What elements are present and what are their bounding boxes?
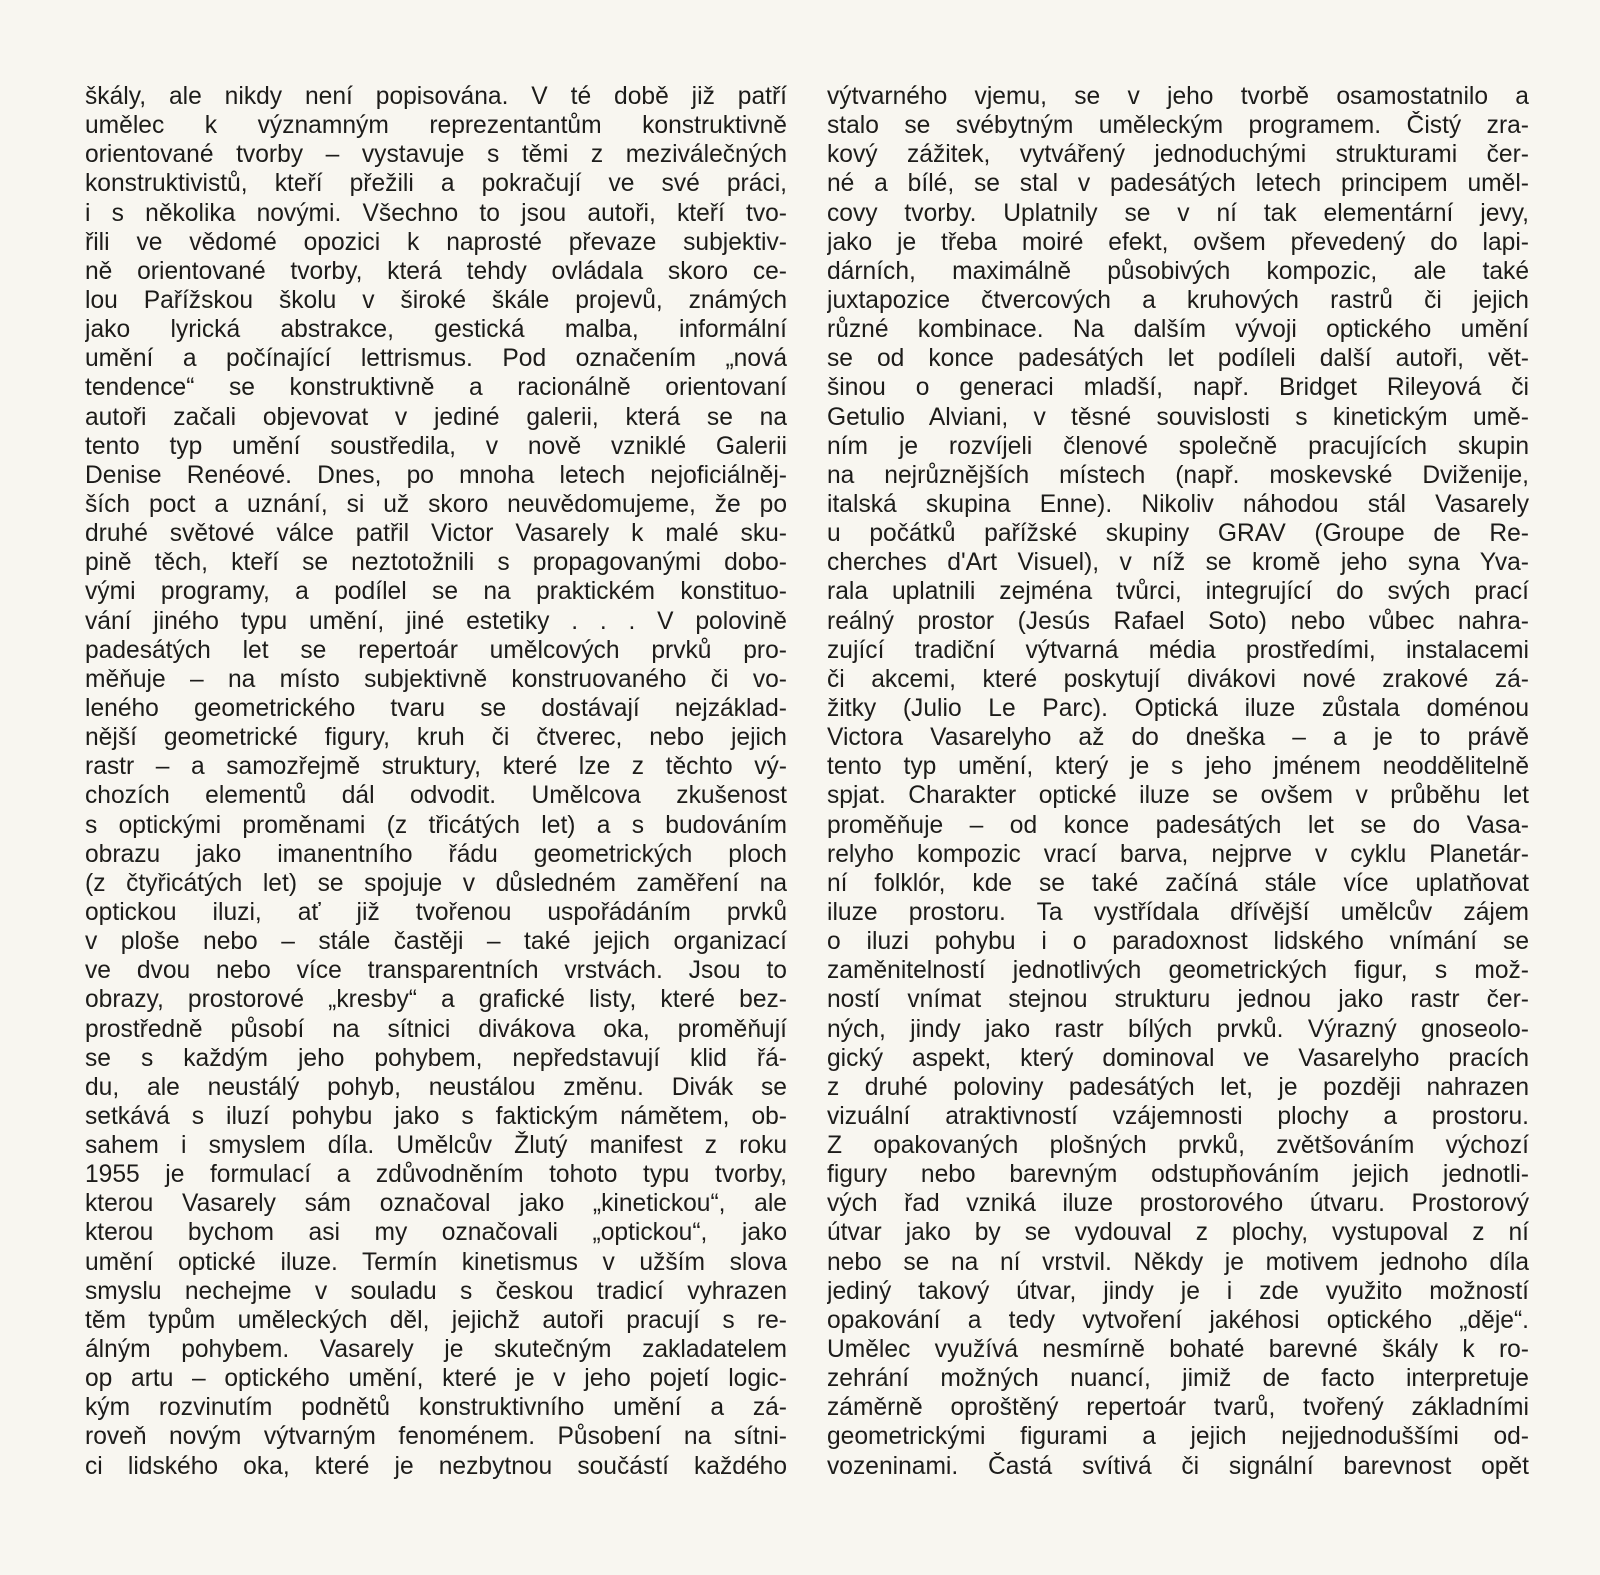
text-column-left <box>85 82 787 1481</box>
text-line: Getulio Alviani, v těsné souvislosti s kinetickým umě- <box>827 403 1529 431</box>
text-line: autoři začali objevovat v jediné galerii, která se na <box>85 403 787 431</box>
text-line: vozeninami. Častá svítivá či signální barevnost opět <box>827 1452 1529 1480</box>
text-line: vými programy, a podílel se na praktickém konstituo- <box>85 578 787 606</box>
text-line: covy tvorby. Uplatnily se v ní tak elementární jevy, <box>827 199 1529 227</box>
text-line: jediný takový útvar, jindy je i zde využito možností <box>827 1277 1529 1305</box>
text-line: 1955 je formulací a zdůvodněním tohoto typu tvorby, <box>85 1161 787 1189</box>
text-line: obrazu jako imanentního řádu geometrických ploch <box>85 840 787 868</box>
text-line: nebo se na ní vrstvil. Někdy je motivem jednoho díla <box>827 1248 1529 1276</box>
text-line: útvar jako by se vydouval z plochy, vystupoval z ní <box>827 1219 1529 1247</box>
text-line: vání jiného typu umění, jiné estetiky . . . V polovině <box>85 607 787 635</box>
text-line: umění optické iluze. Termín kinetismus v užším slova <box>85 1248 787 1276</box>
text-line: orientované tvorby – vystavuje s těmi z meziválečných <box>85 141 787 169</box>
text-column-right <box>827 82 1529 1481</box>
text-line: škály, ale nikdy není popisována. V té době již patří <box>85 83 787 110</box>
text-line: na nejrůznějších místech (např. moskevské Dviženije, <box>827 461 1529 489</box>
text-line: kový zážitek, vytvářený jednoduchými strukturami čer- <box>827 141 1529 169</box>
text-line: těm typům uměleckých děl, jejichž autoři pracují s re- <box>85 1306 787 1334</box>
text-line: ve dvou nebo více transparentních vrstvách. Jsou to <box>85 957 787 985</box>
text-line: prostředně působí na sítnici divákova oka, proměňují <box>85 1015 787 1043</box>
text-line: se od konce padesátých let podíleli další autoři, vět- <box>827 345 1529 373</box>
text-line: lou Pařížskou školu v široké škále projevů, známých <box>85 286 787 314</box>
text-line: (z čtyřicátých let) se spojuje v důsledném zaměření na <box>85 869 787 897</box>
text-line: italská skupina Enne). Nikoliv náhodou stál Vasarely <box>827 490 1529 518</box>
text-line: či akcemi, které poskytují divákovi nové zrakové zá- <box>827 665 1529 693</box>
text-line: stalo se svébytným uměleckým programem. Čistý zra- <box>827 112 1529 140</box>
text-line: zující tradiční výtvarná média prostředími, instalacemi <box>827 636 1529 664</box>
text-line: ním je rozvíjeli členové společně pracujících skupin <box>827 432 1529 460</box>
text-line: konstruktivistů, kteří přežili a pokračují ve své práci, <box>85 170 787 198</box>
text-line: nější geometrické figury, kruh či čtverec, nebo jejich <box>85 724 787 752</box>
text-line: Victora Vasarelyho až do dneška – a je to právě <box>827 724 1529 752</box>
text-line: měňuje – na místo subjektivně konstruovaného či vo- <box>85 665 787 693</box>
text-line: cherches d'Art Visuel), v níž se kromě jeho syna Yva- <box>827 549 1529 577</box>
text-line: jako lyrická abstrakce, gestická malba, informální <box>85 316 787 344</box>
text-line: reálný prostor (Jesús Rafael Soto) nebo vůbec nahra- <box>827 607 1529 635</box>
text-line: iluze prostoru. Ta vystřídala dřívější umělcův zájem <box>827 898 1529 926</box>
text-line: tendence“ se konstruktivně a racionálně orientovaní <box>85 374 787 402</box>
text-line: tento typ umění soustředila, v nově vzniklé Galerii <box>85 432 787 460</box>
text-line: Umělec využívá nesmírně bohaté barevné škály k ro- <box>827 1336 1529 1364</box>
text-line: ně orientované tvorby, která tehdy ovládala skoro ce- <box>85 257 787 285</box>
text-line: sahem i smyslem díla. Umělcův Žlutý manifest z roku <box>85 1132 787 1160</box>
text-line: du, ale neustálý pohyb, neustálou změnu. Divák se <box>85 1073 787 1101</box>
text-line: rala uplatnili zejména tvůrci, integrující do svých prací <box>827 578 1529 606</box>
text-line: kterou Vasarely sám označoval jako „kinetickou“, ale <box>85 1190 787 1218</box>
text-line: juxtapozice čtvercových a kruhových rastrů či jejich <box>827 286 1529 314</box>
text-line: výtvarného vjemu, se v jeho tvorbě osamostatnilo a <box>827 83 1529 110</box>
text-line: dárních, maximálně působivých kompozic, ale také <box>827 257 1529 285</box>
text-line: záměrně oproštěný repertoár tvarů, tvořený základními <box>827 1394 1529 1422</box>
text-line: kterou bychom asi my označovali „optickou“, jako <box>85 1219 787 1247</box>
text-line: ných, jindy jako rastr bílých prvků. Výrazný gnoseolo- <box>827 1015 1529 1043</box>
text-line: leného geometrického tvaru se dostávají nejzáklad- <box>85 694 787 722</box>
text-line: šinou o generaci mladší, např. Bridget Rileyová či <box>827 374 1529 402</box>
text-line: pině těch, kteří se neztotožnili s propagovanými dobo- <box>85 549 787 577</box>
text-line: zaměnitelností jednotlivých geometrických figur, s mož- <box>827 957 1529 985</box>
text-line: zehrání možných nuancí, jimiž de facto interpretuje <box>827 1365 1529 1393</box>
text-line: vých řad vzniká iluze prostorového útvaru. Prostorový <box>827 1190 1529 1218</box>
text-line: proměňuje – od konce padesátých let se do Vasa- <box>827 811 1529 839</box>
text-line: chozích elementů dál odvodit. Umělcova zkušenost <box>85 782 787 810</box>
text-line: rastr – a samozřejmě struktury, které lze z těchto vý- <box>85 753 787 781</box>
text-line: žitky (Julio Le Parc). Optická iluze zůstala doménou <box>827 694 1529 722</box>
text-line: relyho kompozic vrací barva, nejprve v cyklu Planetár- <box>827 840 1529 868</box>
text-line: se s každým jeho pohybem, nepředstavují klid řá- <box>85 1044 787 1072</box>
text-line: vizuální atraktivností vzájemnosti plochy a prostoru. <box>827 1102 1529 1130</box>
text-line: v ploše nebo – stále častěji – také jejich organizací <box>85 928 787 956</box>
text-line: i s několika novými. Všechno to jsou autoři, kteří tvo- <box>85 199 787 227</box>
text-line: ších poct a uznání, si už skoro neuvědomujeme, že po <box>85 490 787 518</box>
text-line: různé kombinace. Na dalším vývoji optického umění <box>827 316 1529 344</box>
text-line: opakování a tedy vytvoření jakéhosi optického „děje“. <box>827 1306 1529 1334</box>
text-line: umění a počínající lettrismus. Pod označením „nová <box>85 345 787 373</box>
text-line: optickou iluzi, ať již tvořenou uspořádáním prvků <box>85 898 787 926</box>
text-line: smyslu nechejme v souladu s českou tradicí vyhrazen <box>85 1277 787 1305</box>
text-line: Denise Renéové. Dnes, po mnoha letech nejoficiálněj- <box>85 461 787 489</box>
text-line: ci lidského oka, které je nezbytnou součástí každého <box>85 1452 787 1480</box>
text-line: geometrickými figurami a jejich nejjednoduššími od- <box>827 1423 1529 1451</box>
text-line: né a bílé, se stal v padesátých letech principem uměl- <box>827 170 1529 198</box>
text-line: álným pohybem. Vasarely je skutečným zakladatelem <box>85 1336 787 1364</box>
text-line: řili ve vědomé opozici k naprosté převaze subjektiv- <box>85 228 787 256</box>
text-line: ní folklór, kde se také začíná stále více uplatňovat <box>827 869 1529 897</box>
text-line: s optickými proměnami (z třicátých let) a s budováním <box>85 811 787 839</box>
text-line: op artu – optického umění, které je v jeho pojetí logic- <box>85 1365 787 1393</box>
text-line: obrazy, prostorové „kresby“ a grafické listy, které bez- <box>85 986 787 1014</box>
text-line: kým rozvinutím podnětů konstruktivního umění a zá- <box>85 1394 787 1422</box>
text-line: o iluzi pohybu i o paradoxnost lidského vnímání se <box>827 928 1529 956</box>
text-line: tento typ umění, který je s jeho jménem neoddělitelně <box>827 753 1529 781</box>
text-line: figury nebo barevným odstupňováním jejich jednotli- <box>827 1161 1529 1189</box>
text-line: padesátých let se repertoár umělcových prvků pro- <box>85 636 787 664</box>
text-line: umělec k významným reprezentantům konstruktivně <box>85 112 787 140</box>
text-line: z druhé poloviny padesátých let, je později nahrazen <box>827 1073 1529 1101</box>
text-line: roveň novým výtvarným fenoménem. Působení na sítni- <box>85 1423 787 1451</box>
text-line: setkává s iluzí pohybu jako s faktickým námětem, ob- <box>85 1102 787 1130</box>
text-line: ností vnímat stejnou strukturu jednou jako rastr čer- <box>827 986 1529 1014</box>
text-line: Z opakovaných plošných prvků, zvětšováním výchozí <box>827 1132 1529 1160</box>
text-line: druhé světové válce patřil Victor Vasarely k malé sku- <box>85 520 787 548</box>
text-line: gický aspekt, který dominoval ve Vasarelyho pracích <box>827 1044 1529 1072</box>
text-line: jako je třeba moiré efekt, ovšem převedený do lapi- <box>827 228 1529 256</box>
text-line: spjat. Charakter optické iluze se ovšem v průběhu let <box>827 782 1529 810</box>
text-line: u počátků pařížské skupiny GRAV (Groupe de Re- <box>827 520 1529 548</box>
